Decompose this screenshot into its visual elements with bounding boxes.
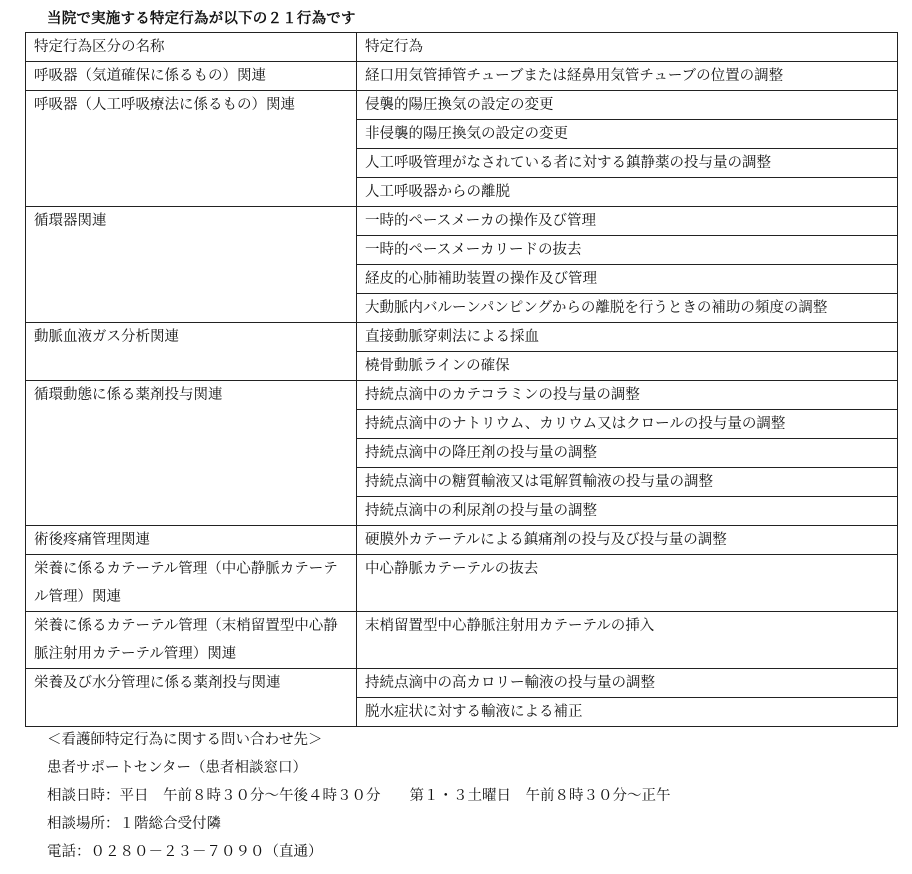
category-cell: 動脈血液ガス分析関連 [26,323,357,381]
table-row [26,526,898,555]
contact-info [47,726,671,866]
table-row [26,91,898,120]
page-title: 当院で実施する特定行為が以下の２１行為です [47,11,356,27]
act-cell: 非侵襲的陽圧換気の設定の変更 [357,120,898,149]
act-cell: 中心静脈カテーテルの抜去 [357,555,898,612]
act-cell: 持続点滴中のナトリウム、カリウム又はクロールの投与量の調整 [357,410,898,439]
category-cell: 循環器関連 [26,207,357,323]
act-cell: 持続点滴中の降圧剤の投与量の調整 [357,439,898,468]
act-cell: 侵襲的陽圧換気の設定の変更 [357,91,898,120]
act-cell: 経皮的心肺補助装置の操作及び管理 [357,265,898,294]
table-row [26,323,898,352]
category-cell: 術後疼痛管理関連 [26,526,357,555]
category-cell: 循環動態に係る薬剤投与関連 [26,381,357,526]
category-cell: 栄養及び水分管理に係る薬剤投与関連 [26,669,357,727]
header-category: 特定行為区分の名称 [26,33,357,62]
act-cell: 一時的ペースメーカリードの抜去 [357,236,898,265]
act-cell: 持続点滴中の糖質輸液又は電解質輸液の投与量の調整 [357,468,898,497]
category-cell: 呼吸器（人工呼吸療法に係るもの）関連 [26,91,357,207]
specific-acts-table [25,32,898,727]
table-row [26,612,898,669]
table-row [26,207,898,236]
contact-heading: ＜看護師特定行為に関する問い合わせ先＞ [47,732,323,748]
table-body [26,33,898,727]
category-cell: 呼吸器（気道確保に係るもの）関連 [26,62,357,91]
act-cell: 大動脈内バルーンパンピングからの離脱を行うときの補助の頻度の調整 [357,294,898,323]
act-cell: 一時的ペースメーカの操作及び管理 [357,207,898,236]
table-row [26,669,898,698]
header-act: 特定行為 [357,33,898,62]
contact-phone: 電話：０２８０－２３－７０９０（直通） [47,844,323,860]
act-cell: 持続点滴中のカテコラミンの投与量の調整 [357,381,898,410]
act-cell: 人工呼吸管理がなされている者に対する鎮静薬の投与量の調整 [357,149,898,178]
act-cell: 直接動脈穿刺法による採血 [357,323,898,352]
act-cell: 持続点滴中の高カロリー輸液の投与量の調整 [357,669,898,698]
act-cell: 橈骨動脈ラインの確保 [357,352,898,381]
table-row [26,62,898,91]
table-header-row [26,33,898,62]
act-cell: 末梢留置型中心静脈注射用カテーテルの挿入 [357,612,898,669]
table-row [26,381,898,410]
table-row [26,555,898,612]
contact-hours: 相談日時：平日 午前８時３０分～午後４時３０分 第１・３土曜日 午前８時３０分～正午 [47,788,671,804]
act-cell: 人工呼吸器からの離脱 [357,178,898,207]
contact-place: 相談場所：１階総合受付隣 [47,816,221,832]
act-cell: 経口用気管挿管チューブまたは経鼻用気管チューブの位置の調整 [357,62,898,91]
category-cell: 栄養に係るカテーテル管理（末梢留置型中心静脈注射用カテーテル管理）関連 [26,612,357,669]
act-cell: 持続点滴中の利尿剤の投与量の調整 [357,497,898,526]
act-cell: 硬膜外カテーテルによる鎮痛剤の投与及び投与量の調整 [357,526,898,555]
category-cell: 栄養に係るカテーテル管理（中心静脈カテーテル管理）関連 [26,555,357,612]
contact-office: 患者サポートセンター（患者相談窓口） [47,760,307,776]
act-cell: 脱水症状に対する輸液による補正 [357,698,898,727]
